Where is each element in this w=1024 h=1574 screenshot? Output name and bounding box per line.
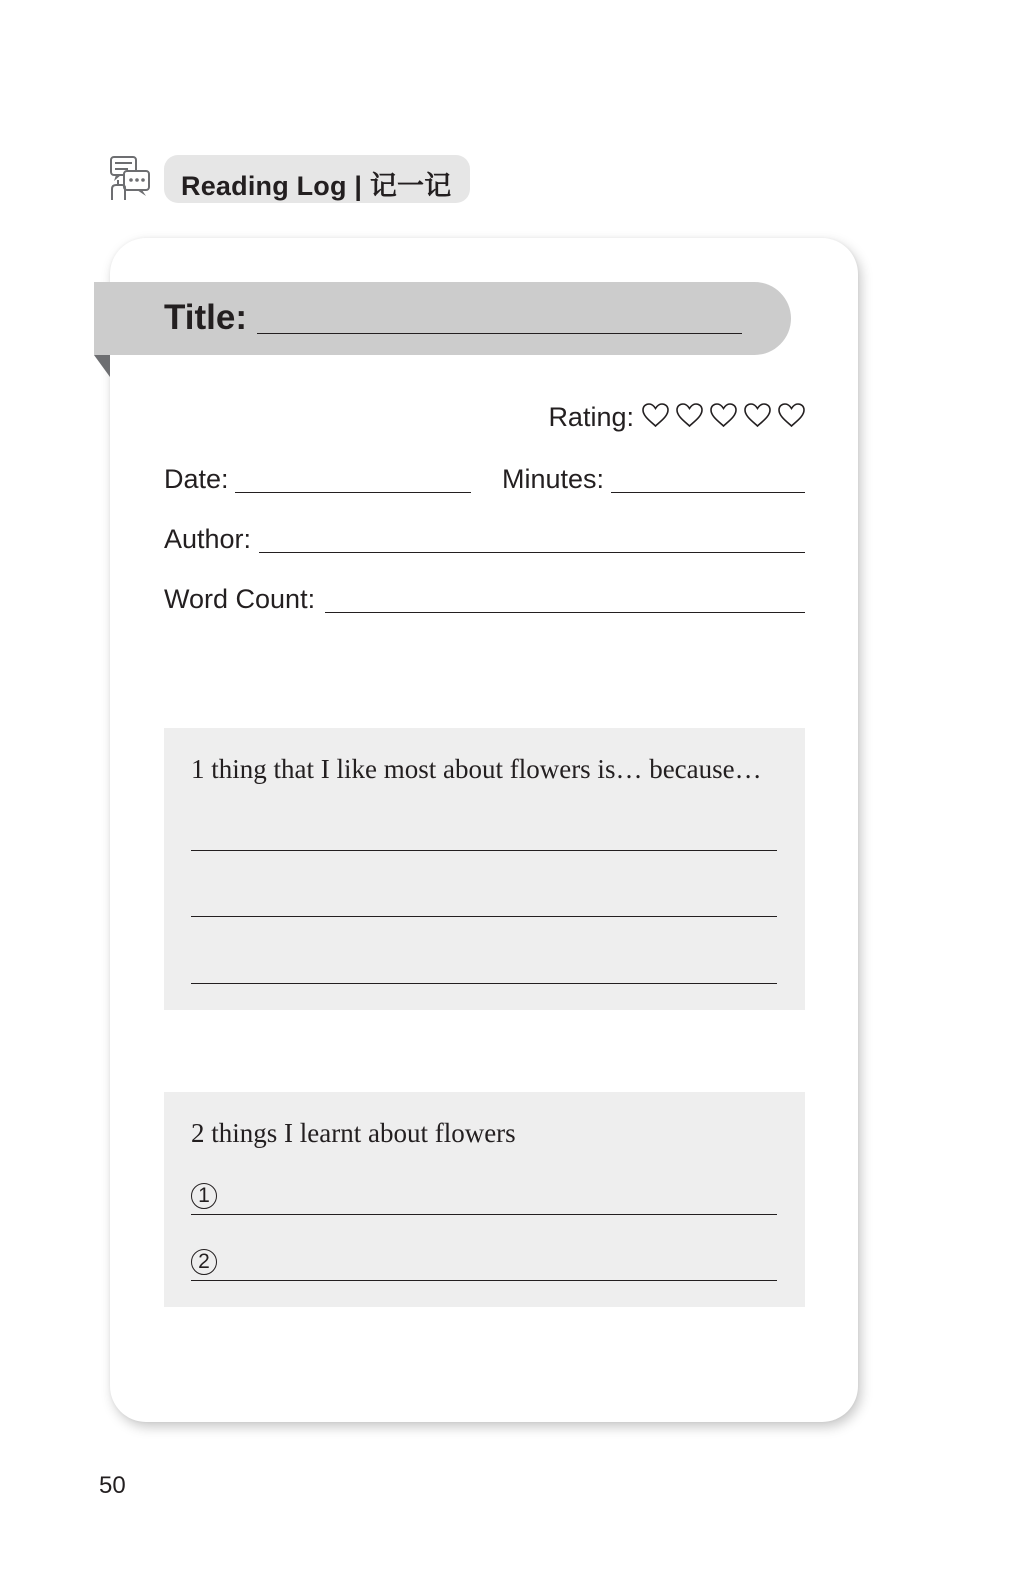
word-count-input-line[interactable] (325, 612, 805, 613)
reading-chat-icon (108, 154, 152, 204)
section-header (164, 155, 470, 203)
minutes-input-line[interactable] (611, 492, 805, 493)
date-input-line[interactable] (235, 492, 471, 493)
prompt-box-learnt (164, 1092, 805, 1307)
author-label: Author: (164, 524, 252, 554)
number-circle-2: 2 (191, 1249, 217, 1275)
number-circle-1: 1 (191, 1183, 217, 1209)
heart-outline-icon[interactable] (777, 402, 806, 428)
heart-outline-icon[interactable] (641, 402, 670, 428)
prompt-box-likes (164, 728, 805, 1010)
prompt-learnt-text: 2 things I learnt about flowers (191, 1118, 516, 1148)
date-label: Date: (164, 464, 229, 494)
write-line[interactable] (191, 850, 777, 851)
page-number: 50 (99, 1472, 126, 1499)
heart-outline-icon[interactable] (743, 402, 772, 428)
heart-outline-icon[interactable] (709, 402, 738, 428)
title-label: Title: (164, 298, 247, 337)
title-input-line[interactable] (257, 333, 742, 334)
rating-label: Rating: (548, 402, 634, 432)
write-line[interactable] (191, 1214, 777, 1215)
rating-hearts (641, 402, 806, 428)
ribbon-fold-shape (94, 355, 110, 377)
prompt-likes-text: 1 thing that I like most about flowers is… because… (191, 754, 762, 784)
write-line[interactable] (191, 1280, 777, 1281)
heart-outline-icon[interactable] (675, 402, 704, 428)
rating-row (548, 402, 806, 433)
author-input-line[interactable] (259, 552, 805, 553)
minutes-label: Minutes: (502, 464, 605, 494)
write-line[interactable] (191, 916, 777, 917)
word-count-label: Word Count: (164, 584, 316, 614)
write-line[interactable] (191, 983, 777, 984)
section-header-title: Reading Log | 记一记 (181, 171, 452, 201)
